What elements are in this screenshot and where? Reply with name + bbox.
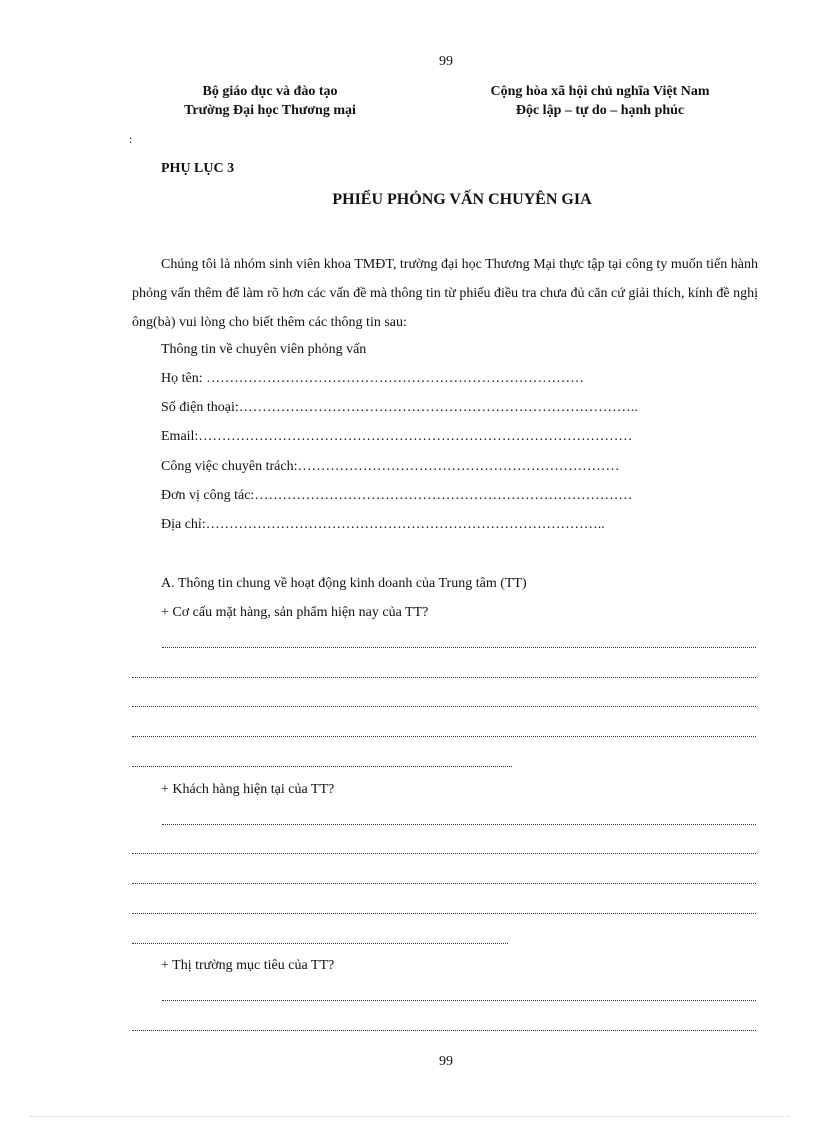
field-organization-dots: ……………………………………………………………………… xyxy=(254,488,633,503)
field-job-dots: …………………………………………………………… xyxy=(297,459,620,474)
answer-line[interactable] xyxy=(132,913,756,914)
header-right xyxy=(440,82,760,120)
field-name[interactable] xyxy=(161,371,584,387)
answer-line[interactable] xyxy=(132,943,508,944)
answer-line[interactable] xyxy=(132,883,756,884)
answer-line[interactable] xyxy=(132,706,756,707)
field-name-dots: ……………………………………………………………………… xyxy=(206,371,585,386)
field-email-dots: ………………………………………………………………………………… xyxy=(198,429,633,444)
field-organization-label: Đơn vị công tác: xyxy=(161,488,255,503)
answer-line[interactable] xyxy=(132,736,756,737)
question-target-market: + Thị trường mục tiêu của TT? xyxy=(161,958,335,973)
question-current-customers: + Khách hàng hiện tại của TT? xyxy=(161,782,335,797)
university-name: Trường Đại học Thương mại xyxy=(184,103,356,118)
stray-mark: : xyxy=(129,132,133,146)
intro-paragraph xyxy=(132,250,758,337)
answer-line[interactable] xyxy=(162,1000,756,1001)
field-job[interactable] xyxy=(161,459,619,475)
answer-line[interactable] xyxy=(132,677,756,678)
appendix-label: PHỤ LỤC 3 xyxy=(161,161,235,176)
intro-text: Chúng tôi là nhóm sinh viên khoa TMĐT, trường đại học Thương Mại thực tập tại công ty muốn tiến hành phỏng vấn thêm để làm rõ hơn các vấn đề mà thông tin từ phiếu điều tra chưa đủ căn cứ giải thích, kính đề nghị ông(bà) vui lòng cho biết thêm các thông tin sau: xyxy=(132,257,758,330)
field-email[interactable] xyxy=(161,429,632,445)
national-motto: Độc lập – tự do – hạnh phúc xyxy=(515,103,685,118)
answer-line[interactable] xyxy=(132,853,756,854)
question-product-structure: + Cơ cấu mặt hàng, sản phẩm hiện nay của TT? xyxy=(161,605,429,620)
section-a-heading: A. Thông tin chung về hoạt động kinh doanh của Trung tâm (TT) xyxy=(161,576,527,591)
page-number-bottom: 99 xyxy=(439,1054,453,1069)
page-bottom-border xyxy=(30,1116,790,1117)
field-phone-dots: ………………………………………………………………………….. xyxy=(238,400,638,415)
field-phone-label: Số điện thoại: xyxy=(161,400,239,415)
field-address-label: Địa chỉ: xyxy=(161,517,206,532)
interviewee-heading: Thông tin về chuyên viên phỏng vấn xyxy=(161,342,367,357)
field-address[interactable] xyxy=(161,517,605,533)
answer-line[interactable] xyxy=(132,1030,756,1031)
field-phone[interactable] xyxy=(161,400,638,416)
field-email-label: Email: xyxy=(161,429,199,444)
page-number-top: 99 xyxy=(439,54,453,69)
form-title: PHIẾU PHỎNG VẤN CHUYÊN GIA xyxy=(332,191,592,208)
field-job-label: Công việc chuyên trách: xyxy=(161,459,298,474)
answer-line[interactable] xyxy=(162,824,756,825)
field-organization[interactable] xyxy=(161,488,632,504)
header-left xyxy=(130,82,410,120)
field-address-dots: ………………………………………………………………………….. xyxy=(205,517,605,532)
country-name: Cộng hòa xã hội chủ nghĩa Việt Nam xyxy=(490,84,710,99)
answer-line[interactable] xyxy=(162,647,756,648)
ministry-name: Bộ giáo dục và đào tạo xyxy=(202,84,338,99)
answer-line[interactable] xyxy=(132,766,512,767)
field-name-label: Họ tên: xyxy=(161,371,207,386)
